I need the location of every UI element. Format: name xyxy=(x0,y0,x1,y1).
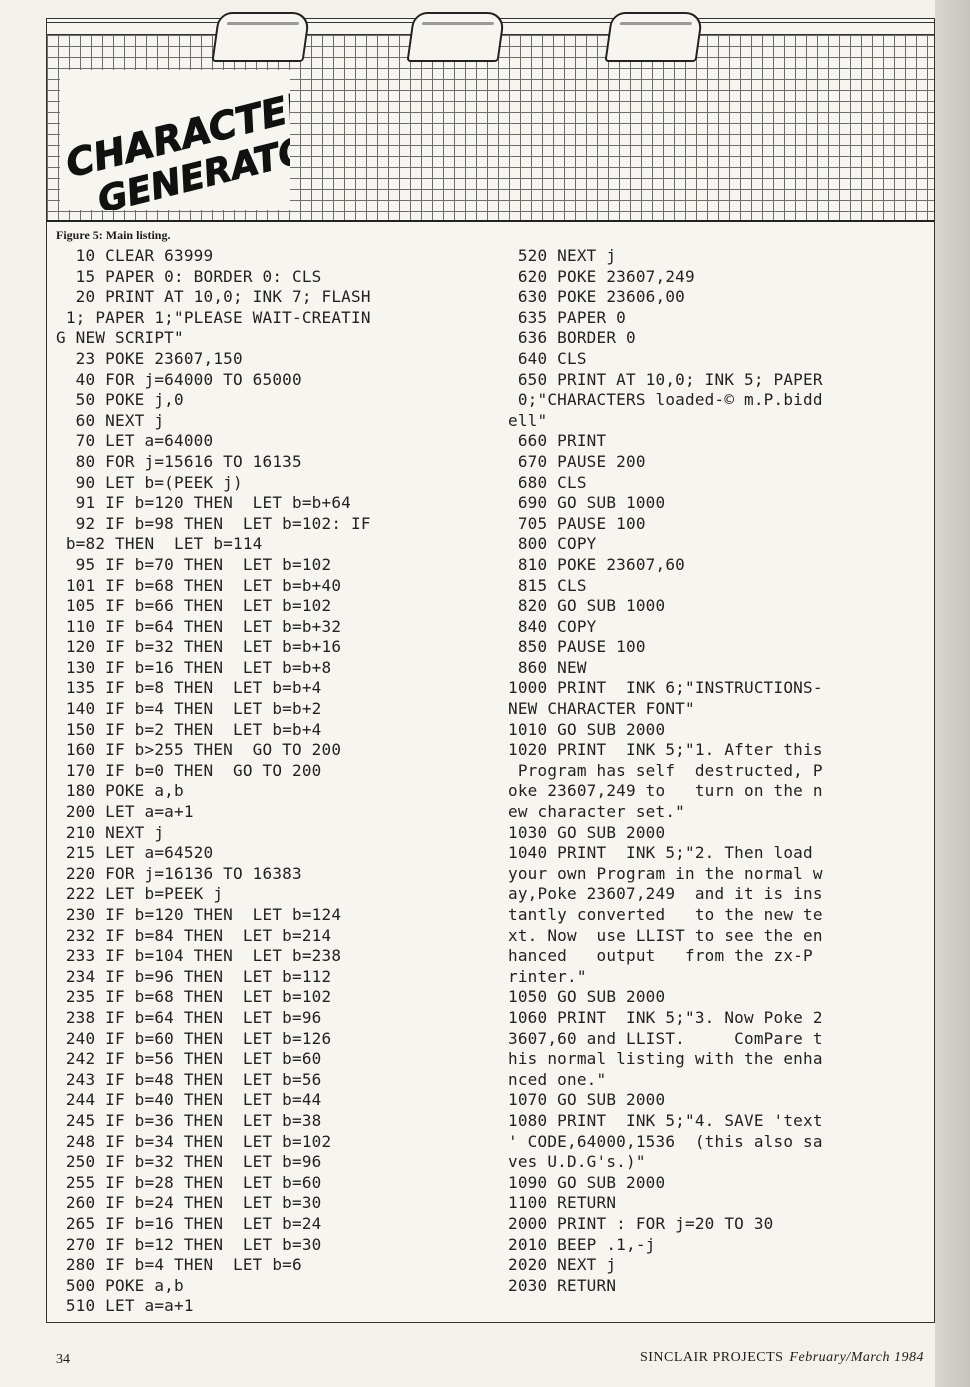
code-line: 10 CLEAR 63999 xyxy=(56,246,214,265)
code-line: 60 NEXT j xyxy=(56,410,165,430)
issue-date: February/March 1984 xyxy=(789,1350,924,1365)
code-line: 215 LET a=64520 xyxy=(56,843,214,863)
code-line: Program has self destructed, P xyxy=(508,760,823,780)
code-line: 238 IF b=64 THEN LET b=96 xyxy=(56,1007,322,1027)
code-line: 240 IF b=60 THEN LET b=126 xyxy=(56,1028,332,1048)
logo-title-line1: CHARACTER xyxy=(61,81,290,187)
code-line: ell" xyxy=(508,410,548,430)
code-line: 1060 PRINT INK 5;"3. Now Poke 2 xyxy=(508,1007,823,1027)
code-line: 255 IF b=28 THEN LET b=60 xyxy=(56,1172,322,1192)
code-line: 2010 BEEP .1,-j xyxy=(508,1234,656,1254)
code-line: 90 LET b=(PEEK j) xyxy=(56,472,243,492)
code-line: 1030 GO SUB 2000 xyxy=(508,822,666,842)
code-line: 510 LET a=a+1 xyxy=(56,1296,194,1316)
code-line: 660 PRINT xyxy=(508,431,607,451)
code-line: 160 IF b>255 THEN GO TO 200 xyxy=(56,740,342,760)
code-line: 1; PAPER 1;"PLEASE WAIT-CREATIN xyxy=(56,307,371,327)
code-line: 635 PAPER 0 xyxy=(508,307,626,327)
code-line: 3607,60 and LLIST. ComPare t xyxy=(508,1028,823,1048)
code-line: 500 POKE a,b xyxy=(56,1275,184,1295)
code-line: 2030 RETURN xyxy=(508,1275,617,1295)
code-line: 130 IF b=16 THEN LET b=b+8 xyxy=(56,657,332,677)
code-line: 70 LET a=64000 xyxy=(56,431,214,451)
binder-tab-icon xyxy=(406,12,505,62)
code-line: 120 IF b=32 THEN LET b=b+16 xyxy=(56,637,342,657)
code-line: 170 IF b=0 THEN GO TO 200 xyxy=(56,760,322,780)
code-line: 1000 PRINT INK 6;"INSTRUCTIONS- xyxy=(508,678,823,698)
code-line: 232 IF b=84 THEN LET b=214 xyxy=(56,925,332,945)
section-logo xyxy=(60,70,290,210)
magazine-footer xyxy=(640,1350,924,1366)
code-line: his normal listing with the enha xyxy=(508,1049,823,1069)
code-line: 640 CLS xyxy=(508,348,587,368)
code-line: b=82 THEN LET b=114 xyxy=(56,534,263,554)
code-line: 105 IF b=66 THEN LET b=102 xyxy=(56,596,332,616)
code-line: 91 IF b=120 THEN LET b=b+64 xyxy=(56,493,351,513)
code-line: 850 PAUSE 100 xyxy=(508,637,646,657)
code-line: 630 POKE 23606,00 xyxy=(508,287,685,307)
code-line: 265 IF b=16 THEN LET b=24 xyxy=(56,1213,322,1233)
code-line: 260 IF b=24 THEN LET b=30 xyxy=(56,1193,322,1213)
code-line: nced one." xyxy=(508,1069,607,1089)
binder-tab-icon xyxy=(604,12,703,62)
code-line: 520 NEXT j xyxy=(508,246,617,265)
code-line: 222 LET b=PEEK j xyxy=(56,884,224,904)
code-line: 248 IF b=34 THEN LET b=102 xyxy=(56,1131,332,1151)
code-line: 180 POKE a,b xyxy=(56,781,184,801)
magazine-name: SINCLAIR PROJECTS xyxy=(639,1350,784,1365)
code-line: 810 POKE 23607,60 xyxy=(508,554,685,574)
code-line: xt. Now use LLIST to see the en xyxy=(508,925,823,945)
code-line: 280 IF b=4 THEN LET b=6 xyxy=(56,1255,302,1275)
code-line: 92 IF b=98 THEN LET b=102: IF xyxy=(56,513,371,533)
code-line: 1010 GO SUB 2000 xyxy=(508,719,666,739)
code-line: 800 COPY xyxy=(508,534,597,554)
code-line: 860 NEW xyxy=(508,657,587,677)
code-line: 680 CLS xyxy=(508,472,587,492)
page-edge xyxy=(935,0,970,1387)
code-line: 230 IF b=120 THEN LET b=124 xyxy=(56,905,342,924)
code-line: 101 IF b=68 THEN LET b=b+40 xyxy=(56,575,342,595)
code-line: 1080 PRINT INK 5;"4. SAVE 'text xyxy=(508,1110,823,1130)
code-line: 140 IF b=4 THEN LET b=b+2 xyxy=(56,699,322,719)
code-line: 1020 PRINT INK 5;"1. After this xyxy=(508,740,823,760)
figure-caption: Figure 5: Main listing. xyxy=(56,228,171,242)
code-line: 220 FOR j=16136 TO 16383 xyxy=(56,863,302,883)
code-line: 2020 NEXT j xyxy=(508,1255,617,1275)
code-line: 650 PRINT AT 10,0; INK 5; PAPER xyxy=(508,369,823,389)
code-line: 40 FOR j=64000 TO 65000 xyxy=(56,369,302,389)
code-line: your own Program in the normal w xyxy=(508,863,823,883)
code-line: 1040 PRINT INK 5;"2. Then load xyxy=(508,843,813,863)
code-line: 80 FOR j=15616 TO 16135 xyxy=(56,451,302,471)
code-line: G NEW SCRIPT" xyxy=(56,328,184,348)
code-line: ' CODE,64000,1536 (this also sa xyxy=(508,1131,823,1151)
code-line: 815 CLS xyxy=(508,575,587,595)
code-line: 234 IF b=96 THEN LET b=112 xyxy=(56,966,332,986)
code-line: 15 PAPER 0: BORDER 0: CLS xyxy=(56,266,322,286)
code-line: 270 IF b=12 THEN LET b=30 xyxy=(56,1234,322,1254)
code-line: 636 BORDER 0 xyxy=(508,328,636,348)
code-line: hanced output from the zx-P xyxy=(508,946,813,966)
code-line: 670 PAUSE 200 xyxy=(508,451,646,471)
code-line: 1050 GO SUB 2000 xyxy=(508,987,666,1007)
binder-tab-icon xyxy=(211,12,310,62)
code-line: 150 IF b=2 THEN LET b=b+4 xyxy=(56,719,322,739)
code-line: 23 POKE 23607,150 xyxy=(56,348,243,368)
code-listing-left-column xyxy=(56,246,476,1317)
code-line: 840 COPY xyxy=(508,616,597,636)
code-line: 244 IF b=40 THEN LET b=44 xyxy=(56,1090,322,1110)
code-line: 235 IF b=68 THEN LET b=102 xyxy=(56,987,332,1007)
code-line: 50 POKE j,0 xyxy=(56,390,184,410)
code-listing-right-column xyxy=(508,246,918,1296)
code-line: 242 IF b=56 THEN LET b=60 xyxy=(56,1049,322,1069)
code-line: 250 IF b=32 THEN LET b=96 xyxy=(56,1152,322,1172)
code-line: 0;"CHARACTERS loaded-© m.P.bidd xyxy=(508,390,823,410)
code-line: 1100 RETURN xyxy=(508,1193,617,1213)
code-line: 243 IF b=48 THEN LET b=56 xyxy=(56,1069,322,1089)
code-line: 2000 PRINT : FOR j=20 TO 30 xyxy=(508,1213,774,1233)
code-line: oke 23607,249 to turn on the n xyxy=(508,781,823,801)
code-line: NEW CHARACTER FONT" xyxy=(508,699,695,719)
code-line: ew character set." xyxy=(508,802,685,822)
code-line: 820 GO SUB 1000 xyxy=(508,596,666,616)
code-line: 200 LET a=a+1 xyxy=(56,802,194,822)
code-line: 1090 GO SUB 2000 xyxy=(508,1172,666,1192)
code-line: 245 IF b=36 THEN LET b=38 xyxy=(56,1110,322,1130)
code-line: 135 IF b=8 THEN LET b=b+4 xyxy=(56,678,322,698)
code-line: 110 IF b=64 THEN LET b=b+32 xyxy=(56,616,342,636)
code-line: 1070 GO SUB 2000 xyxy=(508,1090,666,1110)
code-line: rinter." xyxy=(508,966,587,986)
code-line: 705 PAUSE 100 xyxy=(508,513,646,533)
code-line: 210 NEXT j xyxy=(56,822,165,842)
code-line: ves U.D.G's.)" xyxy=(508,1152,646,1172)
code-line: tantly converted to the new te xyxy=(508,905,823,924)
logo-title-line2: GENERATOR xyxy=(93,122,290,210)
code-line: ay,Poke 23607,249 and it is ins xyxy=(508,884,823,904)
code-line: 233 IF b=104 THEN LET b=238 xyxy=(56,946,342,966)
page-number: 34 xyxy=(56,1352,70,1367)
code-line: 20 PRINT AT 10,0; INK 7; FLASH xyxy=(56,287,371,307)
code-line: 95 IF b=70 THEN LET b=102 xyxy=(56,554,332,574)
code-line: 620 POKE 23607,249 xyxy=(508,266,695,286)
code-line: 690 GO SUB 1000 xyxy=(508,493,666,513)
